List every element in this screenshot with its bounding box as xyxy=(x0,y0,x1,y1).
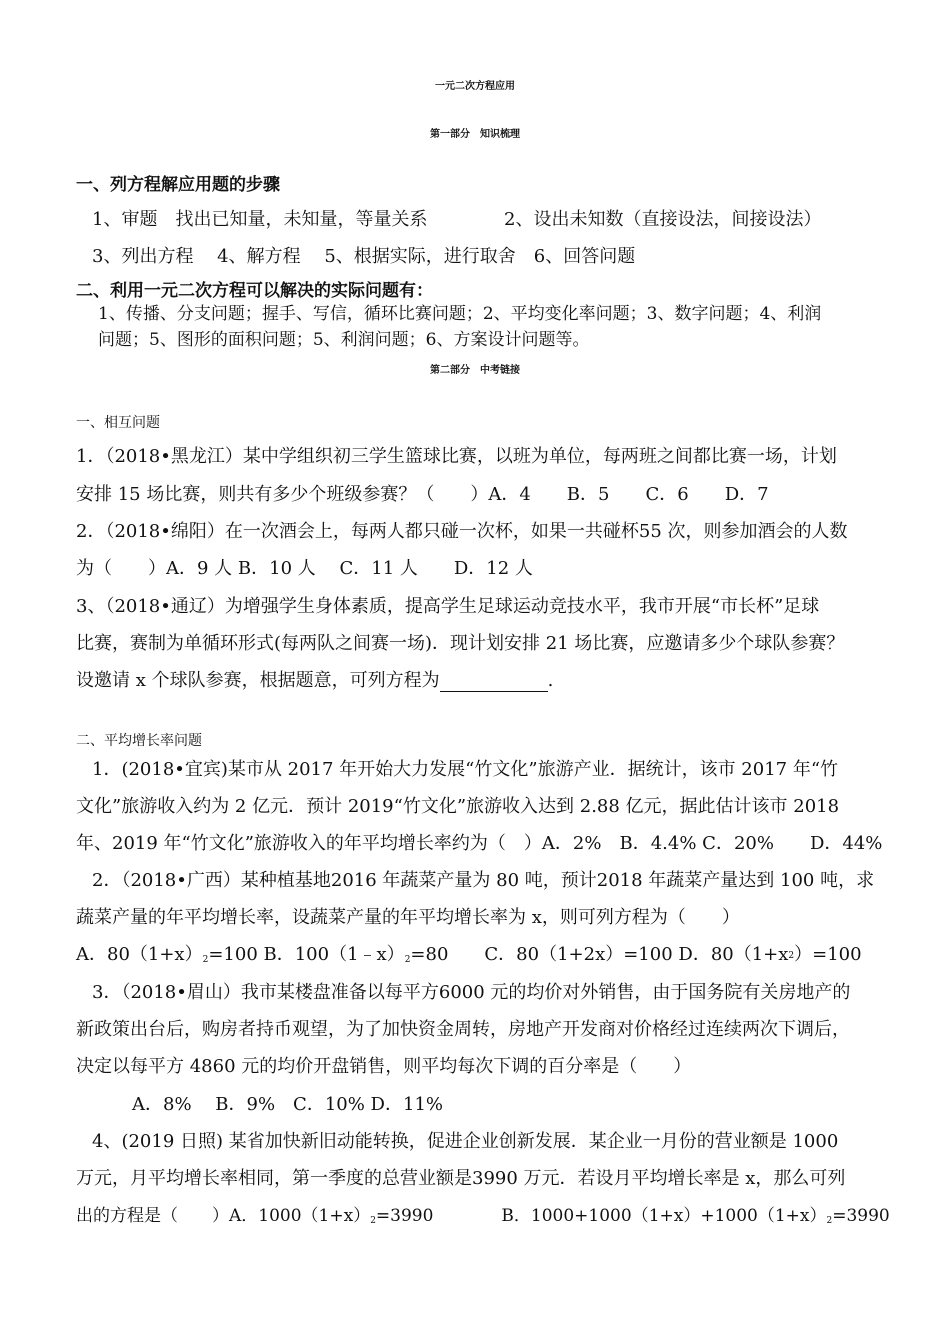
qB1-line3: 年、2019 年“竹文化”旅游收入的年平均增长率约为（ ）A．2% B．4.4% C．20% D．44% xyxy=(76,833,883,854)
qB4-line1: 4、(2019 日照) 某省加快新旧动能转换，促进企业创新发展．某企业一月份的营业额是 1000 xyxy=(92,1131,839,1152)
sectionA-title: 一、相互问题 xyxy=(76,415,160,431)
qB4-option-a-start: 出的方程是（ ）A．1000（1+x） xyxy=(76,1206,371,1226)
qB2-line2: 蔬菜产量的年平均增长率，设蔬菜产量的年平均增长率为 x，则可列方程为（ ） xyxy=(76,907,740,928)
square-exponent: 2 xyxy=(404,955,411,965)
qB3-line2: 新政策出台后，购房者持币观望，为了加快资金周转，房地产开发商对价格经过连续两次下调后， xyxy=(76,1019,850,1040)
qA3-line3-text: 设邀请 x 个球队参赛，根据题意，可列方程为 xyxy=(76,670,440,691)
section1-title: 一、列方程解应用题的步骤 xyxy=(76,175,280,195)
qA2-line2: 为（ ）A．9 人 B．10 人 C．11 人 D．12 人 xyxy=(76,558,533,579)
qB4-option-b-start: =3990 B．1000+1000（1+x）+1000（1+x） xyxy=(375,1206,827,1226)
square-exponent: 2 xyxy=(370,1216,376,1226)
part2-heading: 第二部分 中考链接 xyxy=(430,365,520,376)
steps-line1-left: 1、审题 找出已知量，未知量，等量关系 xyxy=(92,209,428,230)
qA3-line3 xyxy=(76,670,553,692)
square-exponent: 2 xyxy=(826,1216,833,1226)
qB2-option-b-start: =100 B．100（1﹣x） xyxy=(208,944,405,965)
steps-line1-right: 2、设出未知数（直接设法，间接设法） xyxy=(504,209,822,230)
section2-title: 二、利用一元二次方程可以解决的实际问题有： xyxy=(76,281,433,301)
qB2-option-cd: =80 C．80（1+2x）=100 D．80（1+x xyxy=(410,944,789,965)
qA1-line1: 1．（2018•黑龙江）某中学组织初三学生篮球比赛，以班为单位，每两班之间都比赛一场，计划 xyxy=(76,446,837,467)
qB4-line3 xyxy=(76,1205,890,1230)
qB1-line2: 文化”旅游收入约为 2 亿元．预计 2019“竹文化”旅游收入达到 2.88 亿元，据此估计该市 2018 xyxy=(76,796,840,817)
qA2-line1: 2．（2018•绵阳）在一次酒会上，每两人都只碰一次杯，如果一共碰杯55 次，则参加酒会的人数 xyxy=(76,521,848,542)
part1-heading: 第一部分 知识梳理 xyxy=(430,129,520,140)
qB2-option-d-end: ）=100 xyxy=(794,944,862,965)
answer-blank xyxy=(440,673,548,692)
problems-line2: 问题；5、图形的面积问题；5、利润问题；6、方案设计问题等。 xyxy=(98,330,590,350)
document-title: 一元二次方程应用 xyxy=(435,81,515,92)
qB1-line1: 1．(2018•宜宾)某市从 2017 年开始大力发展“竹文化”旅游产业．据统计，该市 2017 年“竹 xyxy=(92,759,839,780)
qB2-option-a-start: A．80（1+x） xyxy=(76,944,203,965)
square-exponent: 2 xyxy=(202,955,209,965)
qA3-line2: 比赛，赛制为单循环形式(每两队之间赛一场)．现计划安排 21 场比赛，应邀请多少个球队参赛？ xyxy=(76,633,845,654)
qB4-option-b-end: =3990 xyxy=(832,1206,890,1226)
qB2-options xyxy=(76,944,862,969)
sectionB-title: 二、平均增长率问题 xyxy=(76,733,202,749)
qA3-period: . xyxy=(547,670,554,691)
problems-line1: 1、传播、分支问题；握手、写信，循环比赛问题；2、平均变化率问题；3、数字问题；4、利润 xyxy=(98,304,822,324)
qB3-line1: 3．（2018•眉山）我市某楼盘准备以每平方6000 元的均价对外销售，由于国务院有关房地产的 xyxy=(92,982,851,1003)
qB3-options: A．8% B．9% C．10% D．11% xyxy=(132,1094,444,1115)
qB4-line2: 万元，月平均增长率相同，第一季度的总营业额是3990 万元．若设月平均增长率是 x，那么可列 xyxy=(76,1168,846,1189)
qA1-line2: 安排 15 场比赛，则共有多少个班级参赛？（ ）A．4 B．5 C．6 D．7 xyxy=(76,484,769,505)
qB3-line3: 决定以每平方 4860 元的均价开盘销售，则平均每次下调的百分率是（ ） xyxy=(76,1056,692,1077)
steps-line2: 3、列出方程 4、解方程 5、根据实际，进行取舍 6、回答问题 xyxy=(92,246,636,267)
qB2-line1: 2．（2018•广西）某种植基地2016 年蔬菜产量为 80 吨，预计2018 年蔬菜产量达到 100 吨，求 xyxy=(92,870,875,891)
square-exponent: 2 xyxy=(788,951,795,961)
qA3-line1: 3、（2018•通辽）为增强学生身体素质，提高学生足球运动竞技水平，我市开展“市长杯”足球 xyxy=(76,596,820,617)
